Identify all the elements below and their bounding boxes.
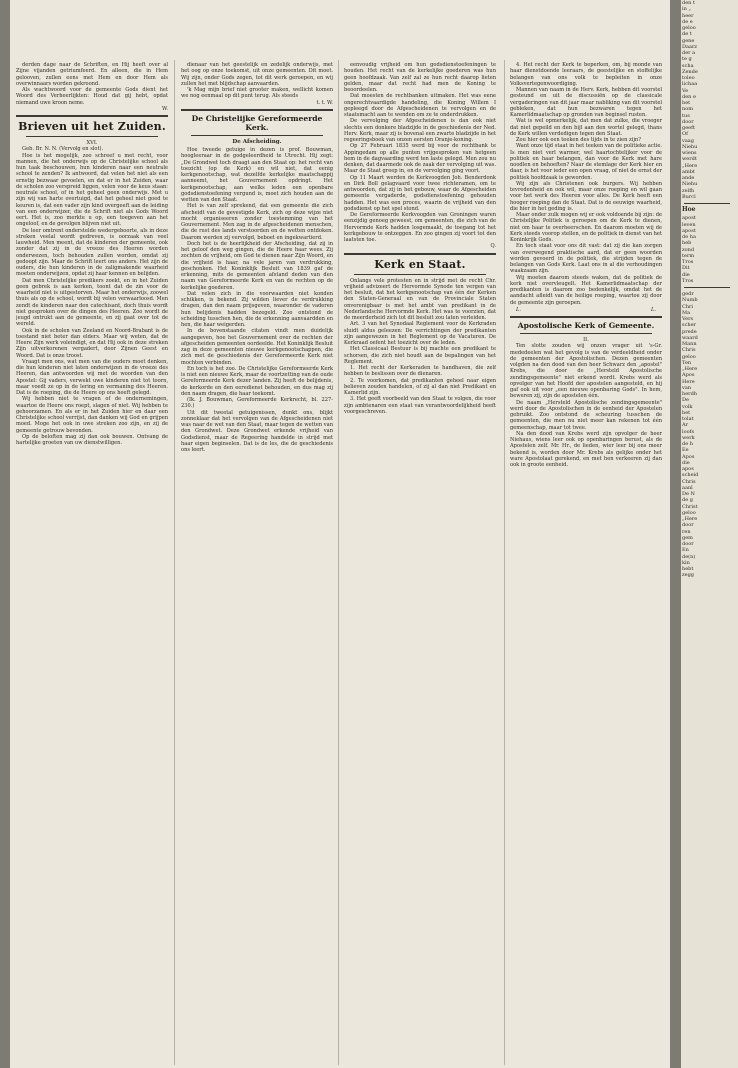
edge-text-line: herdh [682, 391, 697, 397]
edge-text-line: zegg [682, 572, 694, 579]
divider [520, 333, 652, 334]
paragraph: Op 27 Februari 1835 werd bij voor de rechtbank te Appingedam op alle punten vrijgesproken van hetgeen hem in de dagvaarding werd ten laste gelegd. Men zou nu denken, dat daarmede ook de zaak der vervolging uit was. Maar de Staat greep in, en de vervolging ging voort. [344, 143, 496, 175]
paragraph: Mannen van naam in de Herv. Kerk, hebben dit voorstel gesteund en uit de discussiën op de classicale vergaderingen van dit jaar maar nabliking van dit voorstel gebleken, dat hun bezwaren tegen het Kamerlidmaatschap op gronden van beginsel rusten. [510, 87, 662, 118]
newspaper-page [10, 0, 670, 1068]
paragraph: Na den dood van Krebs werd zijn opvolger de heer Niehaus, wiens leer ook op openbaringen berust, als de Apostelen zelf. Mr. Hr., de lieden, wier leer bij ons meer bekend is, worden door Mr. Krebs als gelijke onder het ware Apostolaat gerekend, en met hen verkeeren zij dan ook in groote eenheid. [510, 430, 662, 468]
edge-text-line: die [682, 271, 690, 278]
edge-text-line: de(n) [682, 553, 696, 560]
paragraph: Dat moesten de rechtbanken uitmaken. Het was eene ongerechtvaardigde handeling, die Koning Willem I gepleegd door de Afgescheidenen te vervolgen en de staatsmacht aan te wenden om ze te onderdrukken. [344, 93, 496, 118]
edge-text-line: Mann [682, 341, 697, 347]
paragraph: Ook in de scholen van Zeeland en Noord-Brabant is de toestand niet beter dan elders. Maar wij weten, dat de Heere Zijn werk voleindigt, en dat Hij ook in deze streken Zijn uitverkorenen vergadert, door Zijnen Geest en Woord. Dat is onze troost. [16, 327, 168, 359]
edge-text-line: Tros [682, 259, 694, 265]
letter-greeting: Geb. Br. N. N. (Vervolg en slot). [22, 146, 104, 153]
paragraph: Op de beloften mag zij dan ook bouwen. Ontvang de hartelijke groeten van uw dienstwilligen. [16, 433, 168, 446]
edge-text-line: geloo [682, 25, 696, 31]
edge-text-line: scha [682, 62, 694, 69]
article-title-brieven: Brieven uit het Zuiden. [18, 120, 166, 133]
edge-text-line: de ha [682, 234, 696, 240]
paragraph: Het is van zelf sprekend, dat een gemeente die zich afscheidt van de gevestigde Kerk, zich op deze wijze niet mocht organiseeren zonder toestemming van het Gouvernement. Men zag in de afgescheidenen menschen, die de rust des lands verstoorden en de wetten ontdoken. Daarom werden zij vervolgd, beboet en ingekwartierd. [181, 203, 333, 241]
edge-text-line: Zende [682, 68, 698, 75]
edge-text-line: Niehu [682, 143, 698, 150]
divider [510, 316, 662, 318]
edge-text-line: de t [682, 31, 692, 38]
edge-text-line: volk [682, 403, 693, 410]
edge-text-line: door [682, 522, 694, 529]
divider [344, 253, 496, 255]
edge-text-line: hebt [682, 566, 694, 572]
paragraph: Doch het is de heerlijkheid der Afscheiding, dat zij in het geloof den weg gingen, die de Heere haar wees. Zij zochten de vrijheid, om God te dienen naar Zijn Woord, en die vrijheid is haar, na vele jaren van verdrukking, geschonken. Het Koninklijk Besluit van 1839 gaf de erkenning, mits de gemeenten afstand deden van den naam van Gereformeerde Kerk en van de rechten op de kerkelijke goederen. [181, 240, 333, 291]
edge-text-line: zelfh [682, 187, 695, 194]
next-page-edge [681, 0, 738, 1068]
edge-text-line: door [682, 118, 694, 125]
list-item: 2. Te voorkomen, dat predikanten geheel naar eigen believen zouden handelen, of zij al dan niet Predikant en Kamerlid zijn. [344, 377, 496, 396]
paragraph: Wij moeten daarom steeds waken, dat de politiek de kerk niet overvleugelt. Het Kamerlidmaatschap der predikanten is daarom zoo bedenkelijk, omdat het de aandacht afleidt van de heilige roeping, waartoe zij door de gemeente zijn geroepen. [510, 274, 662, 306]
list-item: 3. Het geeft voorbeeld van den Staat te volgen, die voor zijn ambtenaren een staat van verantwoordelijkheid heeft voorgeschreven. [344, 396, 496, 415]
edge-text-line: Chri [682, 303, 694, 310]
edge-text-line: zond [682, 246, 695, 253]
paragraph: De vervolging der Afgescheidenen is dan ook niet slechts een donkere bladzijde in de geschiedenis der Ned. Herv. Kerk, maar zij is bovenal een zwarte bladzijde in het regeeringsboek van onzen eersten Oranje-koning. [344, 118, 496, 143]
paragraph: En toch staat voor ons dit vast: dat zij die kan zorgen van overwegend praktische aard, dat er geen woorden worden gevoerd in de politiek, die strijden tegen de belangen van Gods Kerk. Laat ons in al die verhoudingen waakzaam zijn. [510, 243, 662, 275]
column-rule [504, 60, 505, 1065]
edge-text-line: De [682, 397, 689, 404]
edge-text-line: die [682, 459, 690, 466]
edge-text-line: Ve [682, 87, 689, 94]
paragraph: De leer omtrent onderstelde wedergeboorte, als in deze streken veelal wordt gedreven, is oorzaak van veel lauwheid. Men meent, dat de kinderen der gemeente, ook zonder dat zij in de vreeze des Heeren worden onderwezen, toch behouden zullen worden, omdat zij gedoopt zijn. Maar de Schrift leert ons anders. Het zijn de ouders, die hun kinderen in de zaligmakende waarheid moeten onderwijzen, opdat zij haar kennen en belijden. [16, 227, 168, 278]
edge-text-line: De N [682, 491, 695, 497]
divider [684, 203, 730, 204]
edge-text-line: der a [682, 50, 696, 56]
edge-text-line: apos [682, 466, 694, 472]
citation: (Ik. J. Bouwman, Gereformeerde Kerkrecht, bl. 227-230.) [181, 397, 333, 410]
edge-text-line: den t [682, 0, 695, 6]
article-title-christelijke-gereformeerde-kerk: De Christelijke Gereformeerde Kerk. [191, 113, 323, 132]
edge-text-line: Ee [682, 447, 689, 454]
column-rule [174, 60, 175, 1065]
paragraph: Wij zijn als Christenen ook burgers. Wij hebben tevredenheid en ook wil, maar onze roeping en wil gaan voor het werk des Heeren voor alles. De Kerk heeft een hooger roeping dan de Staat. Dat is de eeuwige waarheid, die hier in het geding is. [510, 180, 662, 212]
edge-text-line: bet [682, 409, 691, 416]
paragraph: Dat velen zich in die voorwaarden niet konden schikken, is bekend. Zij wilden liever de verdrukking dragen, dan den naam prijsgeven, waaronder de vaderen hun belijdenis hadden bezegeld. Zoo ontstond de scheiding tusschen hen, die de erkenning aanvaardden en hen, die haar weigerden. [181, 290, 333, 328]
edge-text-line: Ar [682, 422, 689, 429]
paragraph: 'k Mag mijn brief niet grooter maken, wellicht komen we nog eenmaal op dit punt terug. Als steeds [181, 87, 333, 100]
divider [181, 109, 333, 111]
edge-text-line: apost [682, 215, 696, 222]
edge-text-line: aanl [682, 484, 693, 491]
edge-text-line: „Here [682, 162, 698, 169]
paragraph: En toch is het zoo. De Christelijke Gereformeerde Kerk is niet een nieuwe Kerk, maar de voortzetting van de oude Gereformeerde Kerk dezer landen. Zij heeft de belijdenis, de kerkorde en den eeredienst behouden, en dus mag zij den naam dragen, die haar toekomt. [181, 365, 333, 397]
edge-text-line: geloo [682, 509, 696, 516]
edge-text-line: term [682, 252, 695, 259]
edge-text-line: apost [682, 227, 696, 234]
letter-number: XVI. [86, 140, 98, 146]
column-2 [181, 62, 333, 1062]
paragraph: Op 11 Maart werden de Kerkvoogden Joh. Benderdonk en Dirk Boll gelagvaard voor twee richteramen, om te antwoorden, dat zij in het gebouw, waar de Afgescheiden gemeente vergaderde, godsdienstoefening gehouden hadden. Het was een proces, waarin de vrijheid van den godsdienst op het spel stond. [344, 174, 496, 212]
edge-text-line: ren [682, 528, 691, 535]
edge-text-line: Chris [682, 347, 696, 354]
column-rule [338, 60, 339, 1065]
divider [684, 287, 730, 288]
edge-text-line: werdt [682, 156, 697, 163]
divider [16, 115, 168, 117]
article-title-kerk-en-staat: Kerk en Staat. [374, 257, 466, 271]
signature: t. t. W. [316, 99, 333, 106]
edge-text-line: Apos [682, 372, 695, 379]
paragraph: Hoe is het mogelijk, zoo schreef u met recht, voor mannen, die het onderwijs op de Christelijke school als hun taak beschouwen, hun kinderen naar een neutrale school te zenden? Ik antwoord, dat velen het niet als een ernstig bezwaar gevoelen, en dat er in het Zuiden, waar de scholen zoo verspreid liggen, velen voor de keus staan: neutrale school, of in het geheel geen onderwijs. Met u zijn wij van harte overtuigd, dat het geheel niet goed te keuren is, dat een vader zijn kind overgeeft aan de leiding van een onderwijzer, die de Schrift niet als Gods Woord eert. Het is, zoo merkte u op, een toegeven aan het ongeloof, en de gevolgen blijven niet uit. [16, 152, 168, 228]
edge-text-line: „Here [682, 366, 698, 372]
edge-text-line: de e [682, 18, 693, 25]
edge-text-line: Dit [682, 265, 690, 272]
edge-text-line: vaag [682, 137, 694, 144]
edge-text-line: leven [682, 221, 696, 228]
paragraph: Hoe tweede getuige in dezen is prof. Bouwman, hoogleeraar in de godgeleerdheid te Utrecht. Hij zegt: „De Grondwet toch draagt aan den Staat op: het recht van toezicht (op de Kerk) en wil niet, dat eenig kerkgenootschap, wat dezelfde kerkelijke maatschappij aanneemt, het Gouvernement opdringt. Het kerkgenootschap, aan welks leden een openbare godsdienstoefening vergund is, moet zich houden aan de wetten van den Staat. [181, 147, 333, 203]
edge-text-line: door [682, 541, 694, 547]
edge-text-line: prede [682, 328, 697, 335]
edge-text-line: in „ [682, 6, 691, 13]
edge-text-line: geloo [682, 353, 696, 360]
divider [191, 135, 323, 136]
signature-right: L. [650, 306, 656, 313]
edge-text-line: nom [682, 106, 693, 113]
edge-text-line: ambt [682, 168, 695, 175]
edge-text-line: den e [682, 93, 696, 100]
signature-row [516, 307, 656, 313]
paragraph: Onlangs vele protesten en in strijd met de recht Chr. vrijheid advizeert de Hervormde Synode ten vergen van het besluit, dat het kerkgenootschap van één der Kerken den Staten-Generaal en van de Provinciale Staten onverenigbaar is met het ambt van predikant in de Nederlandsche Hervormde Kerk. Het was te voorzien, dat de meerderheid zich tot dit besluit zou laten verleiden. [344, 277, 496, 321]
paragraph: Ten slotte zouden wij onzen vrager uit 's-Gr. mededeelen wat het gevolg is van de verdeeldheid onder de gemeenten der Apostolischen. Dezen gemeenten volgden na den dood van den heer Schwarz den „apostel" Krebs, die door de „Hersteld Apostolische zendingsgemeente" niet erkend wordt. Krebs werd als opvolger van het Hoofd der apostelen aangesteld, en hij gaf ook uit voor „een nieuwe openbaring Gods". In hem, beweren zij, zijn de apostelen één. [510, 343, 662, 400]
paragraph: De naam „Hersteld Apostolische zendingsgemeente" werd door de Apostolischen in de eenheid der Apostelen gebruikt. Zoo ontstond de scheuring tusschen de gemeenten, die men nu niet meer kan rekenen tot één gemeenschap, maar tot twee. [510, 399, 662, 431]
edge-text-line: de g [682, 497, 693, 504]
intro-signature: W. [162, 105, 168, 112]
signature-left: L. [516, 306, 522, 313]
edge-text-line: de h [682, 441, 693, 447]
list-item: 4. Het recht der Kerk te beperken, om, bij monde van haar dienstdoende leeraars, de geestelijke en stoffelijke belangen van ons volk te bepleiten in onze Volksvertegenwoordiging. [510, 62, 662, 87]
signature: Q. [490, 243, 496, 250]
intro-paragraph: derden dage naar de Schriften, en Hij heeft over al Zijne vijanden getriumfeerd. En alleen, die in Hem gelooven, zullen eens met Hem en door Hem als overwinnaars worden gekroond. [16, 62, 168, 87]
divider [354, 274, 486, 275]
article-number: II. [583, 337, 589, 343]
edge-text-line: Apos [682, 453, 695, 460]
edge-text-line: te g [682, 56, 692, 63]
edge-text-line: gedr [682, 291, 694, 297]
column-4 [510, 62, 662, 1062]
divider [26, 136, 158, 137]
edge-text-line: Daarz [682, 43, 697, 50]
paragraph: Vraagt men ons, wat men van die ouders moet denken, die hun kinderen niet laten onderwijzen in de vreeze des Heeren, dan antwoorden wij met de woorden van den Apostel: Gij vaders, verwekt uwe kinderen niet tot toorn, maar voedt ze op in de lering en vermaning des Heeren. Dat is de roeping, die de Heere op ons heeft gelegd. [16, 358, 168, 396]
list-item: 1. Het recht der Kerkeraden te handhaven, die zelf hebben te beslissen over de dienaren. [344, 365, 496, 378]
edge-text-line: Here [682, 378, 695, 385]
next-page-column [682, 0, 736, 579]
edge-text-line: Ma [682, 309, 691, 316]
edge-text-line: Numb [682, 297, 698, 304]
edge-text-line: lichaa [682, 81, 698, 88]
section-heading: De Afscheiding. [232, 138, 282, 145]
edge-text-line: Tros [682, 277, 694, 284]
paragraph: Uit dit tweetal getuigenissen, dunkt ons, blijkt zonneklaar dat het vervolgen van de Afgescheidenen niet was naar de wet van den Staat, maar tegen de wetten van den Grondwet. Deze Grondwet erkende vrijheid van Godsdienst, maar de Regeering handelde in strijd met haar eigen beginselen. Dat is de les, die de geschiedenis ons leert. [181, 409, 333, 453]
intro-paragraph: Als wachtwoord voor de gemeente Gods dient het Woord des Verheerlijkten: Houd dat gij hebt, opdat niemand uwe kroon neme. [16, 87, 168, 106]
paragraph: eenvoudig vrijheid om hun godsdienstoefeningen te houden. Het recht van de kerkelijke goederen was hun geen hoofdzaak. Van zelf zal ze hun recht daarop lieten gelden, maar dat recht had men de Koning te beoordeelen. [344, 62, 496, 93]
edge-text-line: Ten [682, 359, 692, 366]
paragraph: dienaar van het geestelijk en zedelijk onderwijs, met het oog op onze toekomst, uit onze gemeenten. Dit moet. Wij zijn, onder Gods zegen, tot dit werk geroepen, en wij zullen het met blijdschap aanvaarden. [181, 62, 333, 87]
edge-heading: Hoe [682, 206, 696, 213]
edge-text-line: gem [682, 534, 693, 541]
edge-text-line: Niehu [682, 181, 698, 188]
edge-text-line: Christ [682, 503, 698, 510]
edge-text-line: Burcl [682, 193, 696, 200]
article-title-apostolische-kerk: Apostolische Kerk of Gemeente. [517, 321, 655, 330]
paragraph: De Gereformeerde Kerkvoogden van Groningen waren eenzijdig genoeg geweest, om gemeenten, die zich van de Hervormde Kerk hadden losgemaakt, de toegang tot het kerkgebouw te ontzeggen. En zoo gingen zij voort tot den laatsten toe. [344, 212, 496, 243]
paragraph: Zou hier ook een teeken des tijds in te zien zijn? [516, 137, 641, 143]
paragraph: In de bovenstaande citaten vindt men duidelijk aangegeven, hoe het Gouvernement over de rechten der afgescheiden gemeenten oordeelde. Het Koninklijk Besluit zag in deze gemeenten nieuwe kerkgenootschappen, die zich met de geschiedenis der Gereformeerde Kerk niet mochten verbinden. [181, 328, 333, 366]
paragraph: Maar onder zulk mogen wij er ook voldoende bij zijn: de Christelijke Politiek is geroepen om de Kerk te dienen, niet om haar te overheerschen. En daarom moeten wij de Kerk steeds voorop stellen, en de politiek in dienst van het Koninkrijk Gods. [510, 212, 662, 243]
column-1 [16, 62, 168, 1062]
column-3 [344, 62, 496, 1062]
edge-text-line: Chris [682, 478, 696, 485]
edge-text-line: werk [682, 434, 695, 441]
edge-text-line: loofs [682, 428, 695, 435]
edge-text-line: van [682, 384, 692, 391]
edge-text-line: „Here [682, 516, 698, 522]
edge-text-line: wiens [682, 150, 697, 156]
edge-text-line: Of [682, 131, 688, 138]
edge-text-line: heer [682, 12, 694, 19]
edge-text-line: het [682, 100, 691, 106]
edge-text-line: En [682, 547, 689, 554]
edge-text-line: heb [682, 240, 692, 247]
paragraph: Art. 3 van het Synodaal Reglement voor de Kerkraden sluidt aldus geleezen: De verrichtingen der predikanten zijn aangewezen in het Reglement op de Vacaturen. De Kerkraad oefent het toezicht over de leden. [344, 321, 496, 346]
edge-text-line: waard [682, 334, 698, 341]
edge-text-line: gene [682, 37, 695, 44]
edge-text-line: scheid [682, 472, 699, 479]
paragraph: Wat is wel opmerkelijk, dat men dat zulke, die vroeger dat niet gepeild en den bijl aan den wortel gelegd, thans de Kerk willen verdedigen tegen den Staat. [510, 118, 662, 137]
edge-text-line: scher [682, 322, 696, 329]
edge-text-line: ande [682, 175, 695, 181]
paragraph: Wij hebben niet te vragen of de ondernemingen, waartoe de Heere ons roept, slagen of niet. Wij hebben te gehoorzamen. En als er in het Zuiden hier en daar een Christelijke school verrijst, dan danken wij God en grijpen moed. Moge het ook in uwe streken zoo zijn, en zij de gemeente getrouw bevonden. [16, 396, 168, 434]
paragraph: Want onze tijd staat in het teeken van de politieke actie. Is men niet verl warmer, wel haartochtelijker voor de politiek en haar belangen, dan voor de Kerk met hare noodlen en behoeften? Naar de stemlage der Kerk hier en daar, is het voor ieder een open vraag, of niet de ernst der politiek hoofdzaak is geworden. [510, 143, 662, 181]
paragraph: Het Classicaal Bestuur is bij machte een predikant te schorsen, die zich niet houdt aan de bepalingen van het Reglement. [344, 346, 496, 365]
edge-text-line: tus [682, 112, 690, 119]
paragraph: Dat men Christelijke predikers zoekt, en in het Zuiden geen gebrek is aan kerken, toont dat de zin voor de waarheid niet is uitgestorven. Maar het onderwijs, zoowel thuis als op de school, wordt bij velen verwaarloosd. Men zendt de kinderen naar den catechisant, doch thuis wordt niet gesproken over de dingen des Heeren. Zoo wordt de jeugd ontrukt aan de gemeente, en zij gaat over tot de wereld. [16, 277, 168, 328]
edge-text-line: geeft [682, 125, 695, 131]
edge-text-line: toleo [682, 75, 695, 81]
edge-text-line: kin [682, 559, 690, 566]
edge-text-line: Vers [682, 316, 694, 322]
edge-text-line: tolat [682, 416, 694, 422]
